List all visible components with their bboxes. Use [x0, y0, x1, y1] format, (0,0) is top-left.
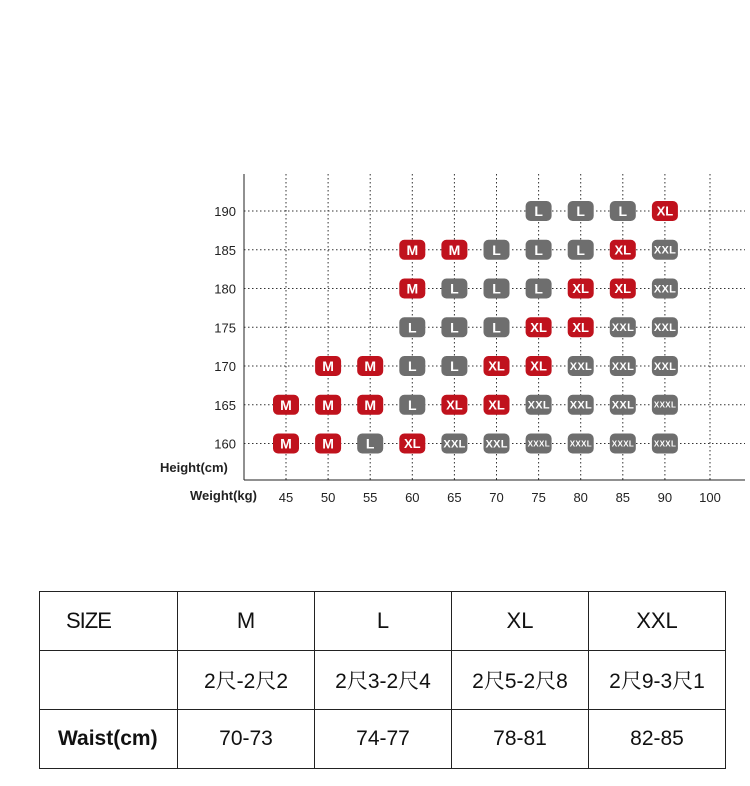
size-badge-label: L [618, 203, 628, 220]
size-badge-xxl [568, 395, 594, 415]
size-badge-m [315, 434, 341, 454]
size-badge-xl [526, 317, 552, 337]
x-tick-labels [279, 490, 721, 505]
size-badge-label: XL [488, 358, 505, 374]
size-badge-label: XXL [653, 322, 676, 335]
size-badge-label: XXL [611, 322, 634, 335]
y-tick-labels [214, 204, 236, 452]
size-badge-label: XXXL [611, 439, 634, 449]
size-col-m: M [178, 592, 315, 651]
size-badge-m [399, 240, 425, 260]
size-badge-label: L [492, 319, 501, 336]
size-badge-l [441, 279, 467, 299]
y-tick-label: 185 [214, 242, 236, 258]
size-badge-label: M [406, 241, 419, 258]
size-badge-label: L [450, 319, 459, 336]
size-badge-xl [526, 356, 552, 376]
size-badge-xl [610, 279, 636, 299]
size-badge-label: XL [530, 358, 547, 374]
size-badge-xxl [484, 434, 510, 454]
size-badge-xl [441, 395, 467, 415]
size-badge-label: L [408, 319, 417, 336]
size-badge-label: XL [614, 242, 632, 258]
size-badge-l [526, 201, 552, 221]
size-badge-xxl [441, 434, 467, 454]
size-badge-l [484, 279, 510, 299]
size-badge-m [273, 434, 299, 454]
size-badge-xl [568, 317, 594, 337]
size-badge-label: XL [446, 397, 463, 413]
size-badge-m [441, 240, 467, 260]
size-badge-xxl [652, 356, 678, 376]
size-badge-label: L [492, 241, 501, 258]
size-badge-label: XXL [653, 360, 676, 373]
size-badge-label: XXL [653, 244, 676, 257]
size-header-cell: SIZE [40, 592, 178, 651]
size-badge-label: XXXL [653, 400, 676, 410]
y-tick-label: 170 [214, 359, 236, 374]
size-col-xxl: XXL [589, 592, 726, 651]
size-badge-xxxl [568, 434, 594, 454]
size-badge-xxl [652, 240, 678, 260]
x-tick-label: 80 [573, 490, 588, 505]
size-badge-label: M [322, 435, 334, 452]
size-badge-label: L [408, 358, 417, 375]
waist-label: Waist(cm) [40, 710, 178, 769]
size-badge-label: L [492, 280, 501, 297]
chi-cell: 2尺3-2尺4 [315, 651, 452, 710]
waist-cell: 78-81 [452, 710, 589, 769]
size-badge-label: XXXL [569, 439, 592, 449]
chi-cell: 2尺5-2尺8 [452, 651, 589, 710]
size-badge-m [315, 395, 341, 415]
size-badge-l [484, 317, 510, 337]
size-badge-label: M [280, 435, 292, 452]
size-badge-label: XL [572, 281, 590, 297]
size-badge-m [357, 356, 383, 376]
size-badge-l [399, 395, 425, 415]
size-badge-label: XXL [527, 399, 550, 412]
size-badge-label: M [322, 396, 334, 413]
x-tick-label: 85 [615, 490, 631, 505]
size-badge-xxxl [526, 434, 552, 454]
size-badge-label: XXL [485, 438, 508, 451]
size-badge-label: XL [572, 319, 590, 335]
waist-cell: 82-85 [589, 710, 726, 769]
size-badge-l [357, 434, 383, 454]
chi-row [40, 651, 726, 710]
y-tick-label: 175 [214, 320, 236, 336]
size-badge-label: XL [530, 319, 547, 335]
size-badge-label: XXL [569, 360, 592, 373]
size-badge-label: M [448, 241, 461, 258]
size-badge-label: M [406, 280, 419, 297]
size-badge-l [610, 201, 636, 221]
x-tick-label: 70 [489, 490, 504, 505]
x-tick-label: 50 [320, 490, 336, 505]
waist-row [40, 710, 726, 769]
size-badge-xxl [610, 317, 636, 337]
size-badge-label: XXXL [653, 439, 676, 449]
size-badge-label: XL [403, 436, 421, 452]
size-badge-label: XXL [611, 360, 634, 373]
size-badge-label: XXL [569, 399, 592, 412]
x-tick-label: 60 [405, 490, 420, 505]
size-badge-label: L [408, 396, 417, 413]
size-badge-l [441, 356, 467, 376]
size-badge-label: L [534, 203, 543, 220]
size-badge-l [526, 240, 552, 260]
size-badge-label: L [365, 435, 375, 452]
size-badge-label: L [450, 280, 459, 297]
size-badge-label: L [576, 203, 585, 220]
size-badge-label: XXL [443, 438, 466, 451]
x-tick-label: 55 [362, 490, 378, 505]
size-badge-m [273, 395, 299, 415]
size-badges [273, 201, 678, 454]
size-badge-l [568, 240, 594, 260]
size-badge-xxl [652, 279, 678, 299]
y-tick-label: 180 [214, 281, 236, 297]
size-badge-xxl [526, 395, 552, 415]
size-badge-m [315, 356, 341, 376]
size-badge-label: L [450, 358, 459, 375]
size-badge-label: L [534, 241, 543, 258]
size-badge-m [357, 395, 383, 415]
size-badge-label: M [364, 396, 377, 413]
x-tick-label: 90 [657, 490, 673, 505]
size-badge-m [399, 279, 425, 299]
size-badge-xl [610, 240, 636, 260]
size-badge-xxl [610, 395, 636, 415]
size-col-l: L [315, 592, 452, 651]
size-header-row [40, 592, 726, 651]
x-tick-label: 65 [447, 490, 462, 505]
size-badge-xxxl [610, 434, 636, 454]
size-badge-label: XL [614, 281, 632, 297]
size-badge-xl [568, 279, 594, 299]
size-badge-label: L [576, 241, 585, 258]
size-badge-xxl [568, 356, 594, 376]
chi-cell: 2尺9-3尺1 [589, 651, 726, 710]
size-badge-xxl [652, 317, 678, 337]
size-table [39, 591, 726, 769]
y-tick-label: 160 [214, 436, 236, 452]
x-tick-label: 100 [699, 490, 721, 505]
size-badge-xxxl [652, 434, 678, 454]
size-badge-xl [652, 201, 678, 221]
size-badge-label: XL [656, 203, 674, 219]
size-badge-xl [484, 395, 510, 415]
y-tick-label: 190 [214, 204, 236, 219]
y-tick-label: 165 [214, 397, 236, 413]
size-badge-label: XXL [653, 283, 676, 296]
chi-cell: 2尺-2尺2 [178, 651, 315, 710]
x-axis-title: Weight(kg) [190, 488, 257, 503]
size-badge-l [484, 240, 510, 260]
waist-cell: 70-73 [178, 710, 315, 769]
y-axis-title: Height(cm) [160, 460, 228, 475]
size-badge-label: XXL [611, 399, 634, 412]
x-tick-label: 45 [278, 490, 294, 505]
size-badge-label: M [322, 358, 334, 375]
chi-row-label [40, 651, 178, 710]
size-badge-label: M [280, 396, 292, 413]
size-badge-xxl [610, 356, 636, 376]
size-badge-xl [484, 356, 510, 376]
size-badge-label: XL [488, 397, 505, 413]
size-badge-l [526, 279, 552, 299]
size-badge-xxxl [652, 395, 678, 415]
size-badge-label: L [534, 280, 543, 297]
size-badge-l [441, 317, 467, 337]
size-badge-l [399, 317, 425, 337]
size-badge-xl [399, 434, 425, 454]
size-badge-l [568, 201, 594, 221]
size-col-xl: XL [452, 592, 589, 651]
waist-cell: 74-77 [315, 710, 452, 769]
size-badge-label: M [364, 358, 377, 375]
size-badge-label: XXXL [527, 439, 550, 449]
size-badge-l [399, 356, 425, 376]
x-tick-label: 75 [531, 490, 546, 505]
